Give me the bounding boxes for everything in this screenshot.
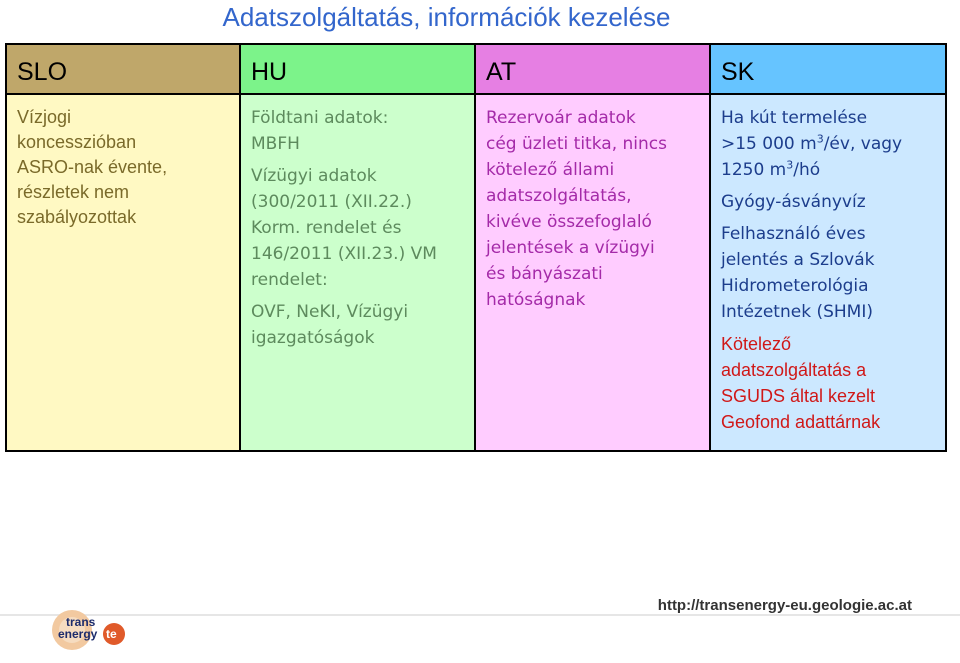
sk-line: Ha kút termelése	[721, 108, 868, 128]
comparison-table	[5, 43, 947, 452]
sk-line: Gyógy-ásványvíz	[721, 192, 866, 212]
header-row	[6, 44, 946, 94]
column-header-sk: SK	[710, 44, 946, 94]
sk-line: Intézetnek (SHMI)	[721, 302, 873, 322]
sk-red-line: Kötelező	[721, 334, 792, 354]
slo-line: részletek nem	[17, 182, 130, 202]
hu-line: 146/2011 (XII.23.) VM	[251, 244, 437, 264]
at-line: adatszolgáltatás,	[486, 186, 632, 206]
hu-line: (300/2011 (XII.22.)	[251, 192, 412, 212]
cell-at	[475, 94, 710, 451]
footer-divider	[0, 614, 960, 616]
cell-slo	[6, 94, 240, 451]
hu-line: OVF, NeKI, Vízügyi	[251, 302, 409, 322]
at-line: hatóságnak	[486, 290, 586, 310]
hu-line: MBFH	[251, 134, 300, 154]
column-header-hu: HU	[240, 44, 475, 94]
column-header-at: AT	[475, 44, 710, 94]
sk-line: >15 000 $m^3/év$, vagy	[721, 132, 903, 154]
cell-hu	[240, 94, 475, 451]
at-line: Rezervoár adatok	[486, 108, 636, 128]
hu-line: rendelet:	[251, 270, 328, 290]
body-row	[6, 94, 946, 451]
slo-line: koncesszióban	[17, 132, 137, 152]
page-title: Adatszolgáltatás, információk kezelése	[222, 2, 671, 32]
hu-line: Vízügyi adatok	[251, 166, 377, 186]
hu-line: Földtani adatok:	[251, 108, 389, 128]
sk-red-line: SGUDS által kezelt	[721, 386, 876, 406]
footer-url[interactable]: http://transenergy-eu.geologie.ac.at	[657, 597, 912, 614]
hu-line: igazgatóságok	[251, 328, 375, 348]
sk-line: Felhasználó éves	[721, 224, 866, 244]
at-line: kivéve összefoglaló	[486, 212, 652, 232]
transenergy-logo: trans energy te	[48, 602, 128, 658]
sk-line: jelentés a Szlovák	[721, 250, 875, 270]
slo-line: Vízjogi	[17, 107, 72, 127]
hu-line: Korm. rendelet és	[251, 218, 402, 238]
at-line: és bányászati	[486, 264, 603, 284]
at-line: jelentések a vízügyi	[486, 238, 655, 258]
column-header-slo: SLO	[6, 44, 240, 94]
slo-line: ASRO-nak évente,	[17, 157, 168, 177]
slo-line: szabályozottak	[17, 207, 137, 227]
at-line: cég üzleti titka, nincs	[486, 134, 667, 154]
sk-line: 1250 $m^3/hó$	[721, 158, 821, 180]
cell-sk	[710, 94, 946, 451]
at-line: kötelező állami	[486, 160, 615, 180]
sk-line: Hidrometerológia	[721, 276, 869, 296]
sk-red-line: Geofond adattárnak	[721, 412, 881, 432]
sk-red-line: adatszolgáltatás a	[721, 360, 867, 380]
